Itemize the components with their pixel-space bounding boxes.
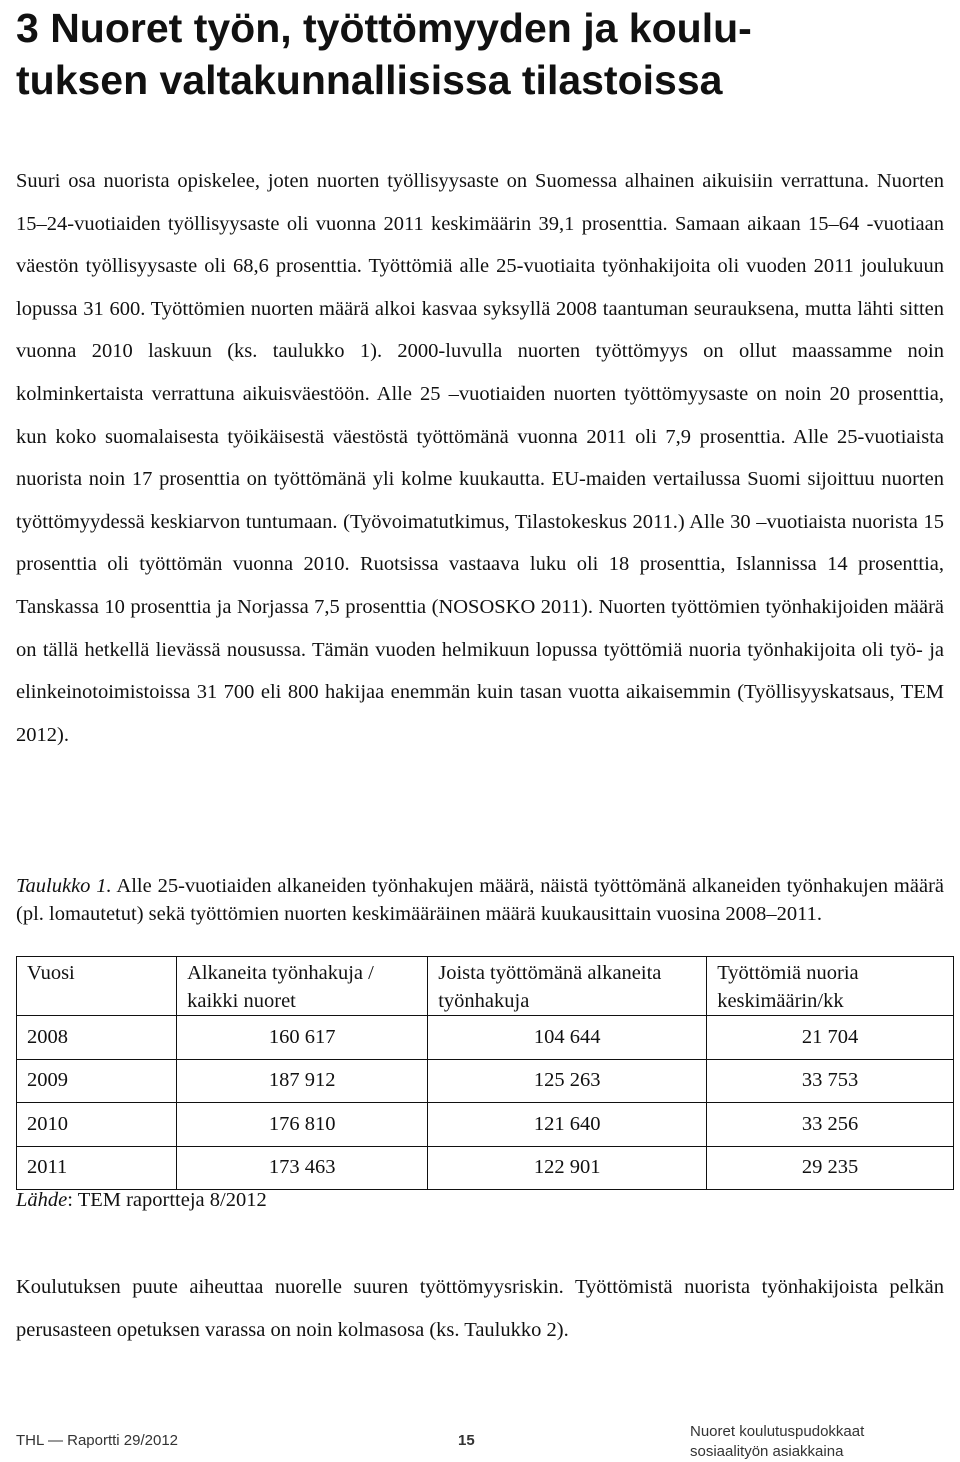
cell-started-unemployed: 104 644 [428, 1016, 707, 1060]
heading-line-1: 3 Nuoret työn, työttömyyden ja koulu- [16, 5, 752, 51]
column-header-started-job-searches: Alkaneita työnhakuja / kaikki nuoret [177, 957, 428, 1016]
cell-unemployed-youth-monthly: 33 753 [707, 1059, 954, 1103]
column-header-year: Vuosi [17, 957, 177, 1016]
source-text: : TEM raportteja 8/2012 [67, 1189, 267, 1211]
cell-year: 2010 [17, 1103, 177, 1147]
table-header-row [17, 957, 954, 1016]
cell-unemployed-youth-monthly: 33 256 [707, 1103, 954, 1147]
unemployment-table [16, 956, 954, 1190]
table-source [16, 1189, 267, 1212]
cell-unemployed-youth-monthly: 21 704 [707, 1016, 954, 1060]
table-row [17, 1059, 954, 1103]
table-caption [16, 872, 944, 928]
cell-year: 2009 [17, 1059, 177, 1103]
page-heading [16, 2, 946, 106]
paragraph-employment-statistics: Suuri osa nuorista opiskelee, joten nuorten työllisyysaste on Suomessa alhainen aikuisiin verrattuna. Nuorten 15–24-vuotiaiden työllisyysaste oli vuonna 2011 keskimäärin 39,1 prosenttia. Samaan aikaan 15–64 -vuotiaan väestön työllisyysaste oli 68,6 prosenttia. Työttömiä alle 25-vuotiaita työnhakijoita oli vuoden 2011 joulukuun lopussa 31 600. Työttömien nuorten määrä alkoi kasvaa syksyllä 2008 taantuman seurauksena, mutta lähti sitten vuonna 2010 laskuun (ks. taulukko 1). 2000-luvulla nuorten työttömyys on ollut maassamme noin kolminkertaista verrattuna aikuisväestöön. Alle 25 –vuotiaiden nuorten työttömyysaste on noin 20 prosenttia, kun koko suomalaisesta työikäisestä väestöstä työttömänä vuonna 2011 oli 7,9 prosenttia. Alle 25-vuotiaista nuorista noin 17 prosenttia on työttömänä yli kolme kuukautta. EU-maiden vertailussa Suomi sijoittuu nuorten työttömyydessä keskiarvon tuntumaan. (Työvoimatutkimus, Tilastokeskus 2011.) Alle 30 –vuotiaista nuorista 15 prosenttia oli työttömän vuonna 2010. Ruotsissa vastaava luku oli 18 prosenttia, Islannissa 14 prosenttia, Tanskassa 10 prosenttia ja Norjassa 7,5 prosenttia (NOSOSKO 2011). Nuorten työttömien työnhakijoiden määrä on tällä hetkellä lievässä nousussa. Tämän vuoden helmikuun lopussa työttömiä nuoria työnhakijoita oli työ- ja elinkeinotoimistoissa 31 700 eli 800 hakijaa enemmän kuin tasan vuotta aikaisemmin (Työllisyyskatsaus, TEM 2012). [16, 170, 944, 746]
footer-report-id: THL — Raportti 29/2012 [16, 1432, 179, 1449]
cell-started-unemployed: 122 901 [428, 1146, 707, 1190]
page-number: 15 [458, 1432, 475, 1449]
heading-line-2: tuksen valtakunnallisissa tilastoissa [16, 57, 723, 103]
table-caption-text: Alle 25-vuotiaiden alkaneiden työnhakujen määrä, näistä työttömänä alkaneiden työnhakujen määrä (pl. lomautetut) sekä työttömien nuorten keskimääräinen määrä kuukausittain vuosina 2008–2011. [16, 875, 944, 925]
cell-year: 2008 [17, 1016, 177, 1060]
cell-started-unemployed: 121 640 [428, 1103, 707, 1147]
cell-started-job-searches: 176 810 [177, 1103, 428, 1147]
cell-started-job-searches: 173 463 [177, 1146, 428, 1190]
table-caption-label: Taulukko 1. [16, 875, 112, 897]
footer-report-title [690, 1422, 864, 1462]
cell-started-job-searches: 160 617 [177, 1016, 428, 1060]
paragraph-education-risk: Koulutuksen puute aiheuttaa nuorelle suuren työttömyysriskin. Työttömistä nuorista työnhakijoista pelkän perusasteen opetuksen varassa on noin kolmasosa (ks. Taulukko 2). [16, 1276, 944, 1341]
table-row [17, 1016, 954, 1060]
source-label: Lähde [16, 1189, 68, 1211]
footer-title-line-1: Nuoret koulutuspudokkaat [690, 1423, 865, 1440]
cell-year: 2011 [17, 1146, 177, 1190]
column-header-unemployed-youth-monthly: Työttömiä nuoria keskimäärin/kk [707, 957, 954, 1016]
cell-started-unemployed: 125 263 [428, 1059, 707, 1103]
table-row [17, 1103, 954, 1147]
column-header-started-unemployed: Joista työttömänä alkaneita työnhakuja [428, 957, 707, 1016]
footer-title-line-2: sosiaalityön asiakkaina [690, 1443, 844, 1460]
table-row [17, 1146, 954, 1190]
cell-unemployed-youth-monthly: 29 235 [707, 1146, 954, 1190]
cell-started-job-searches: 187 912 [177, 1059, 428, 1103]
